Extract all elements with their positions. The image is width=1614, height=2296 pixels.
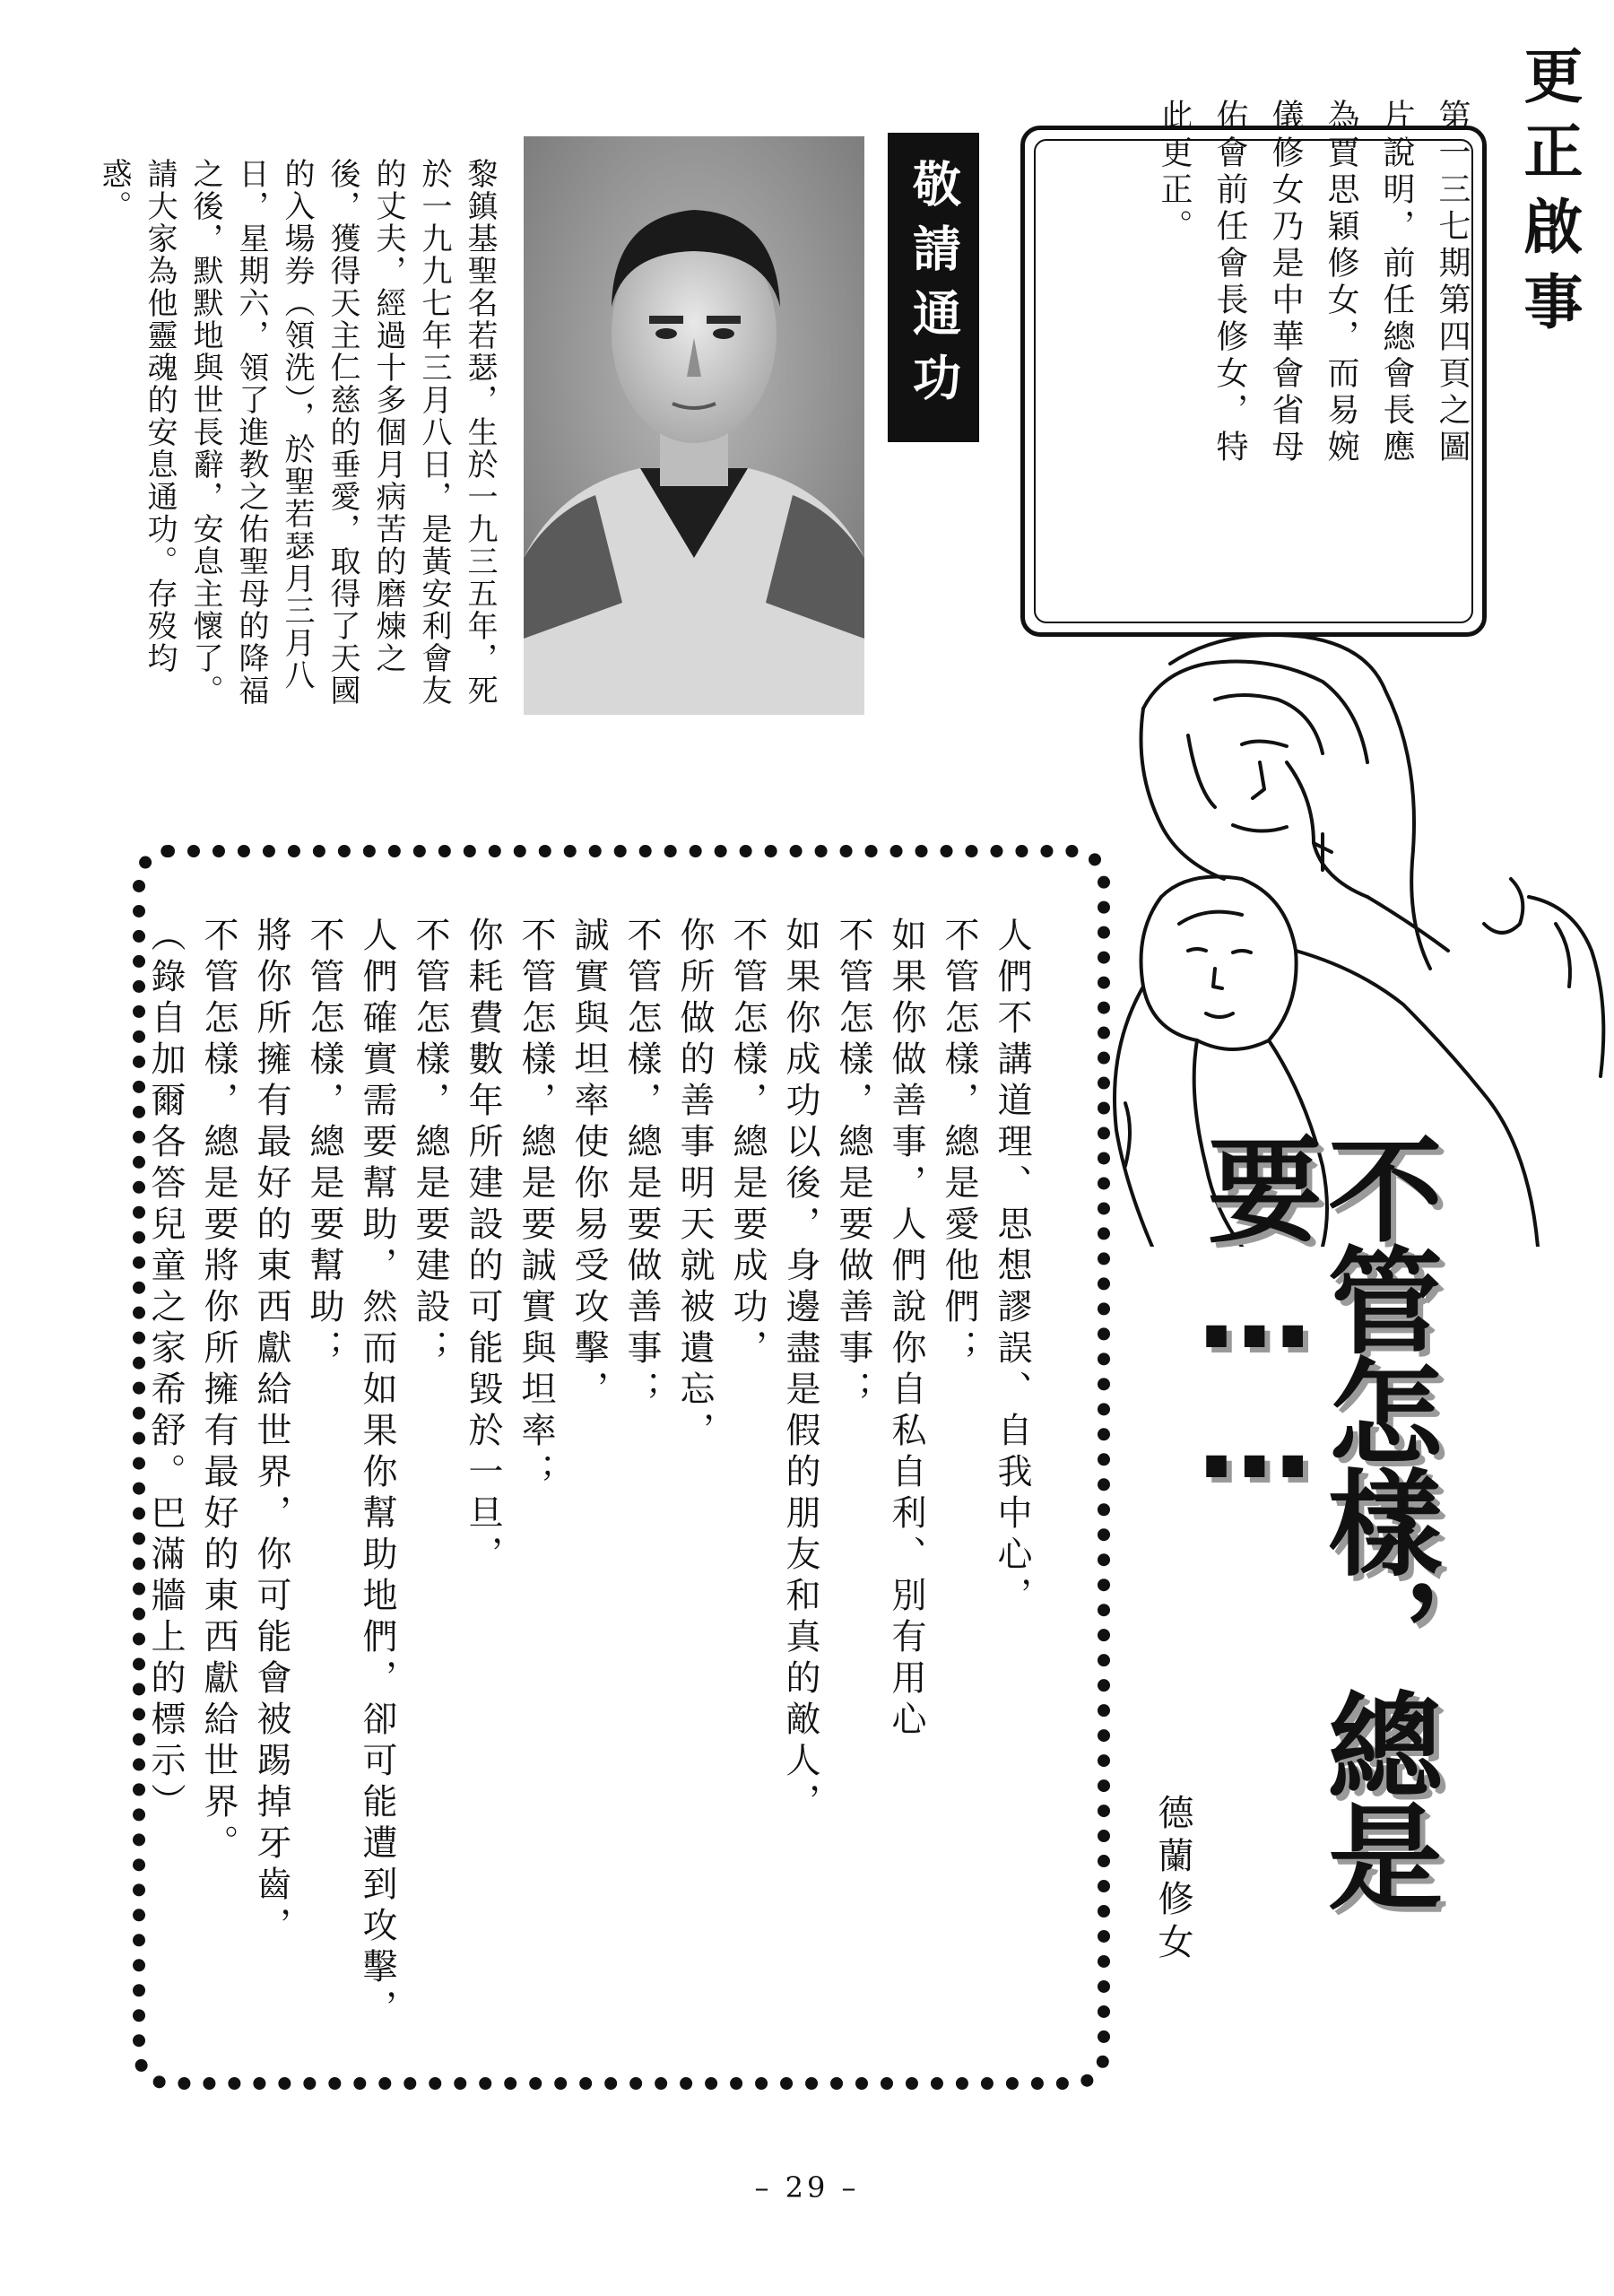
poem-line: 不管怎樣，總是要做善事； bbox=[621, 917, 662, 1412]
poem-body bbox=[145, 917, 1038, 2038]
poem-line: 不管怎樣，總是要誠實與坦率； bbox=[516, 917, 556, 1494]
poem-line: 不管怎樣，總是要幫助； bbox=[304, 917, 344, 1370]
poem-line: 不管怎樣，總是要將你所擁有最好的東西獻給世界。 bbox=[198, 917, 239, 1866]
poem-title: 不管怎樣，總是要…… bbox=[1187, 1130, 1442, 1909]
correction-notice-title: 更正啟事 bbox=[1514, 45, 1584, 346]
poem-line: 人們不講道理、思想謬誤、自我中心， bbox=[992, 917, 1032, 1618]
poem-line: 你所做的善事明天就被遺忘， bbox=[674, 917, 715, 1453]
poem-line: 如果你成功以後，身邊盡是假的朋友和真的敵人， bbox=[780, 917, 820, 1824]
poem-line: 不管怎樣，總是要建設； bbox=[410, 917, 450, 1370]
poem-line: 不管怎樣，總是要成功， bbox=[727, 917, 768, 1370]
obituary-portrait-photo bbox=[524, 136, 864, 715]
page-number: – 29 – bbox=[754, 2170, 860, 2205]
poem-author: 德蘭修女 bbox=[1152, 1794, 1193, 1966]
poem-line: 不管怎樣，總是愛他們； bbox=[939, 917, 979, 1370]
correction-notice-body: 第一三七期第四頁之圖片說明，前任總會長應為賈思穎修女，而易婉儀修女乃是中華會省母佑會前任會長修女，特此更正。 bbox=[1156, 99, 1471, 466]
poem-line: （錄自加爾各答兒童之家希舒。巴滿牆上的標示） bbox=[145, 917, 186, 1824]
poem-line: 誠實與坦率使你易受攻擊， bbox=[568, 917, 609, 1412]
poem-line: 將你所擁有最好的東西獻給世界，你可能會被踢掉牙齒， bbox=[251, 917, 291, 1948]
poem-line: 人們確實需要幫助，然而如果你幫助地們，卻可能遭到攻擊， bbox=[357, 917, 397, 2031]
obituary-body: 黎鎮基聖名若瑟，生於一九三五年，死於一九九七年三月八日，是黃安利會友的丈夫，經過十多個月病苦的磨煉之後，獲得天主仁慈的垂愛，取得了天國的入場券（領洗），於聖若瑟月三月八日，星期六，領了進教之佑聖母的降福之後，默默地與世長辭，安息主懷了。請大家為他靈魂的安息通功。存歿均惑。 bbox=[96, 158, 498, 707]
poem-line: 不管怎樣，總是要做善事； bbox=[833, 917, 873, 1412]
poem-line: 你耗費數年所建設的可能毀於一旦， bbox=[463, 917, 503, 1577]
poem-line: 如果你做善事，人們說你自私自利、別有用心 bbox=[886, 917, 926, 1742]
portrait-illustration bbox=[524, 136, 864, 715]
obituary-label: 敬請通功 bbox=[888, 133, 979, 442]
